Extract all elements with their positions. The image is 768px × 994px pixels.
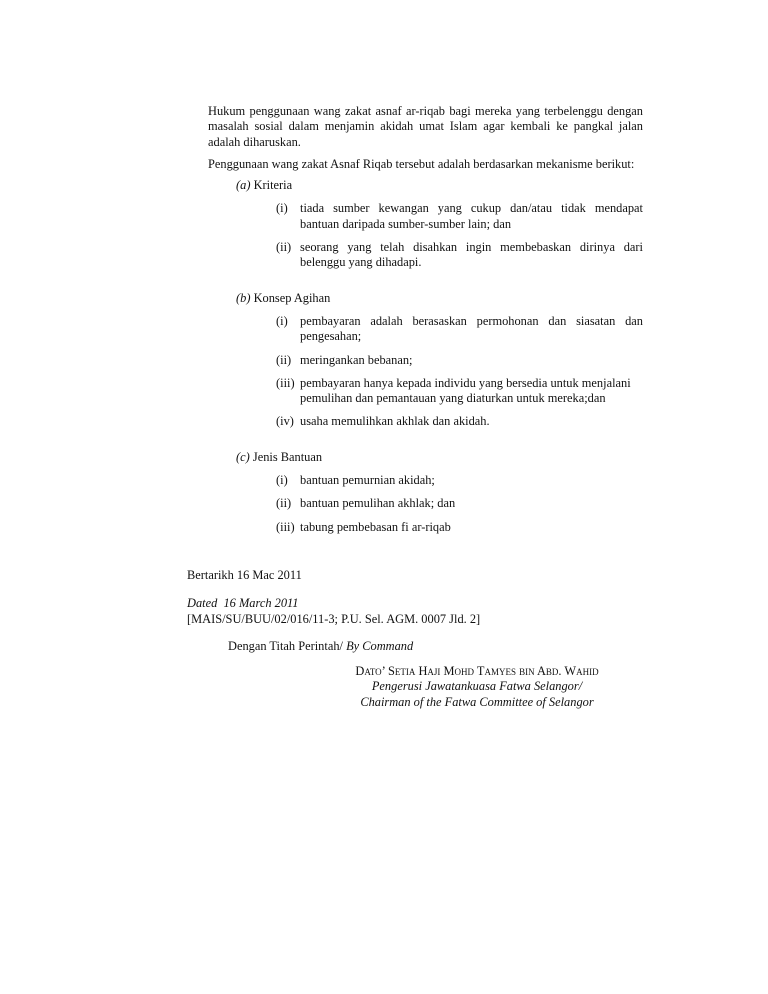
section-marker: (c) [236, 449, 250, 464]
item-text: usaha memulihkan akhlak dan akidah. [300, 414, 490, 429]
item-text: pembayaran adalah berasaskan permohonan dan siasatan dan pengesahan; [300, 313, 643, 344]
signature-block [327, 664, 627, 710]
list-item [276, 201, 643, 232]
signatory-title-english: Chairman of the Fatwa Committee of Selangor [360, 694, 594, 709]
item-number: (i) [276, 201, 288, 216]
list-item [276, 496, 643, 511]
list-item [276, 473, 643, 488]
section-title: Jenis Bantuan [252, 449, 323, 464]
item-text: bantuan pemulihan akhlak; dan [300, 496, 456, 511]
section-marker: (b) [236, 290, 251, 305]
item-text: tabung pembebasan fi ar-riqab [300, 519, 451, 534]
date-english [187, 596, 647, 611]
signatory-title-malay: Pengerusi Jawatankuasa Fatwa Selangor/ [371, 679, 583, 694]
date-malay: Bertarikh 16 Mac 2011 [187, 567, 302, 582]
section-b-heading [236, 291, 647, 306]
command-line [228, 639, 647, 654]
section-a-heading [236, 178, 647, 193]
item-text: bantuan pemurnian akidah; [300, 473, 435, 488]
section-c-heading [236, 450, 647, 465]
paragraph-mechanism: Penggunaan wang zakat Asnaf Riqab tersebut adalah berdasarkan mekanisme berikut: [208, 156, 635, 171]
item-text: pembayaran hanya kepada individu yang bersedia untuk menjalani pemulihan dan pemantauan yang diaturkan untuk mereka;dan [300, 375, 631, 406]
item-number: (iv) [276, 414, 294, 429]
section-title: Konsep Agihan [253, 290, 331, 305]
list-item [276, 240, 643, 271]
item-text: tiada sumber kewangan yang cukup dan/atau tidak mendapat bantuan daripada sumber-sumber lain; dan [300, 201, 643, 231]
section-marker: (a) [236, 178, 251, 193]
list-item [276, 376, 643, 407]
list-item [276, 520, 643, 535]
item-text: meringankan bebanan; [300, 352, 413, 367]
item-number: (i) [276, 313, 288, 328]
document-body [187, 104, 647, 710]
list-item [276, 314, 643, 345]
item-text: seorang yang telah disahkan ingin membebaskan dirinya dari belenggu yang dihadapi. [300, 240, 643, 270]
command-malay: Dengan Titah Perintah/ [228, 638, 343, 653]
item-number: (ii) [276, 496, 292, 511]
item-number: (ii) [276, 352, 292, 367]
list-item [276, 353, 643, 368]
list-item [276, 414, 643, 429]
item-number: (iii) [276, 375, 295, 390]
item-number: (ii) [276, 240, 292, 255]
command-english: By Command [346, 638, 414, 653]
reference-number: [MAIS/SU/BUU/02/016/11-3; P.U. Sel. AGM. 0007 Jld. 2] [187, 611, 481, 626]
section-title: Kriteria [253, 178, 293, 193]
paragraph-ruling: Hukum penggunaan wang zakat asnaf ar-riqab bagi mereka yang terbelenggu dengan masalah sosial dalam menjamin akidah umat Islam agar kembali ke pangkal jalan adalah diharuskan. [208, 104, 643, 149]
item-number: (i) [276, 473, 288, 488]
date-english-text: Dated 16 March 2011 [187, 596, 299, 611]
signatory-name: Dato’ Setia Haji Mohd Tamyes bin Abd. Wahid [355, 664, 599, 679]
item-number: (iii) [276, 519, 295, 534]
